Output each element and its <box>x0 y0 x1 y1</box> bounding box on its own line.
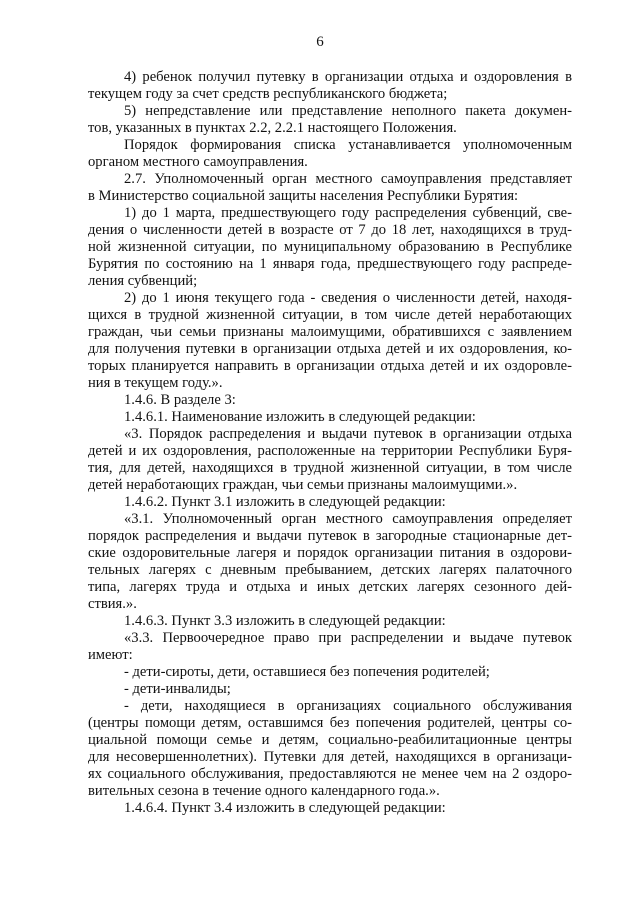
text-line: 4) ребенок получил путевку в организации отдыха и оздоровления в <box>124 69 572 85</box>
text-line: - дети-сироты, дети, оставшиеся без попечения родителей; <box>124 664 490 680</box>
text-line: 1.4.6.2. Пункт 3.1 изложить в следующей редакции: <box>124 494 446 510</box>
text-line: имеют: <box>88 647 133 663</box>
text-line: ях социального обслуживания, предоставляются не менее чем на 2 оздоро- <box>88 766 572 782</box>
text-line: «3. Порядок распределения и выдачи путевок в организации отдыха <box>124 426 572 442</box>
text-line: «3.3. Первоочередное право при распределении и выдаче путевок <box>124 630 572 646</box>
text-line: Бурятия по состоянию на 1 января года, предшествующего году распреде- <box>88 256 572 272</box>
page-number: 6 <box>316 34 324 50</box>
text-line: типа, лагерях труда и отдыха и иных детских лагерях сезонного дей- <box>88 579 572 595</box>
text-line: ские оздоровительные лагеря и порядок организации питания в оздорови- <box>88 545 572 561</box>
text-line: ствия.». <box>88 596 137 612</box>
text-line: детей неработающих граждан, чьи семьи признаны малоимущими.». <box>88 477 518 493</box>
text-line: текущем году за счет средств республиканского бюджета; <box>88 86 448 102</box>
text-line: «3.1. Уполномоченный орган местного самоуправления определяет <box>124 511 572 527</box>
text-line: граждан, чьи семьи признаны малоимущими, обратившихся с заявлением <box>88 324 572 340</box>
text-line: для несовершеннолетних). Путевки для детей, находящихся в организаци- <box>88 749 572 765</box>
text-line: циальной помощи семье и детям, социально-реабилитационные центры <box>88 732 572 748</box>
text-line: дения о численности детей в возрасте от 7 до 18 лет, находящихся в труд- <box>88 222 572 238</box>
text-line: 5) непредставление или представление неполного пакета докумен- <box>124 103 572 119</box>
text-line: 1.4.6.3. Пункт 3.3 изложить в следующей редакции: <box>124 613 446 629</box>
text-line: ной жизненной ситуации, по муниципальному образованию в Республике <box>88 239 572 255</box>
text-line: 2.7. Уполномоченный орган местного самоуправления представляет <box>124 171 572 187</box>
text-line: 1) до 1 марта, предшествующего году распределения субвенций, све- <box>124 205 572 221</box>
text-line: торых планируется направить в организации отдыха детей и их оздоровле- <box>88 358 572 374</box>
text-line: вительных сезона в течение одного календарного года.». <box>88 783 440 799</box>
text-line: порядок распределения и выдачи путевок в загородные стационарные дет- <box>88 528 572 544</box>
text-line: детей и их оздоровления, расположенные на территории Республики Буря- <box>88 443 572 459</box>
text-line: - дети-инвалиды; <box>124 681 231 697</box>
text-line: - дети, находящиеся в организациях социального обслуживания <box>124 698 572 714</box>
text-line: 1.4.6.4. Пункт 3.4 изложить в следующей редакции: <box>124 800 446 816</box>
text-line: 2) до 1 июня текущего года - сведения о численности детей, находя- <box>124 290 572 306</box>
text-line: 1.4.6. В разделе 3: <box>124 392 236 408</box>
text-line: для получения путевки в организации отдыха детей и их оздоровления, ко- <box>88 341 572 357</box>
text-line: органом местного самоуправления. <box>88 154 308 170</box>
text-line: (центры помощи детям, оставшимся без попечения родителей, центры со- <box>88 715 572 731</box>
text-line: щихся в трудной жизненной ситуации, в том числе детей неработающих <box>88 307 572 323</box>
text-line: 1.4.6.1. Наименование изложить в следующей редакции: <box>124 409 476 425</box>
text-line: тельных лагерях с дневным пребыванием, детских лагерях палаточного <box>88 562 572 578</box>
text-line: ления субвенций; <box>88 273 198 289</box>
text-line: тия, для детей, находящихся в трудной жизненной ситуации, в том числе <box>88 460 572 476</box>
text-line: ния в текущем году.». <box>88 375 223 391</box>
document-body <box>88 69 572 817</box>
text-line: тов, указанных в пунктах 2.2, 2.2.1 настоящего Положения. <box>88 120 457 136</box>
text-line: в Министерство социальной защиты населения Республики Бурятия: <box>88 188 519 204</box>
text-line: Порядок формирования списка устанавливается уполномоченным <box>124 137 572 153</box>
